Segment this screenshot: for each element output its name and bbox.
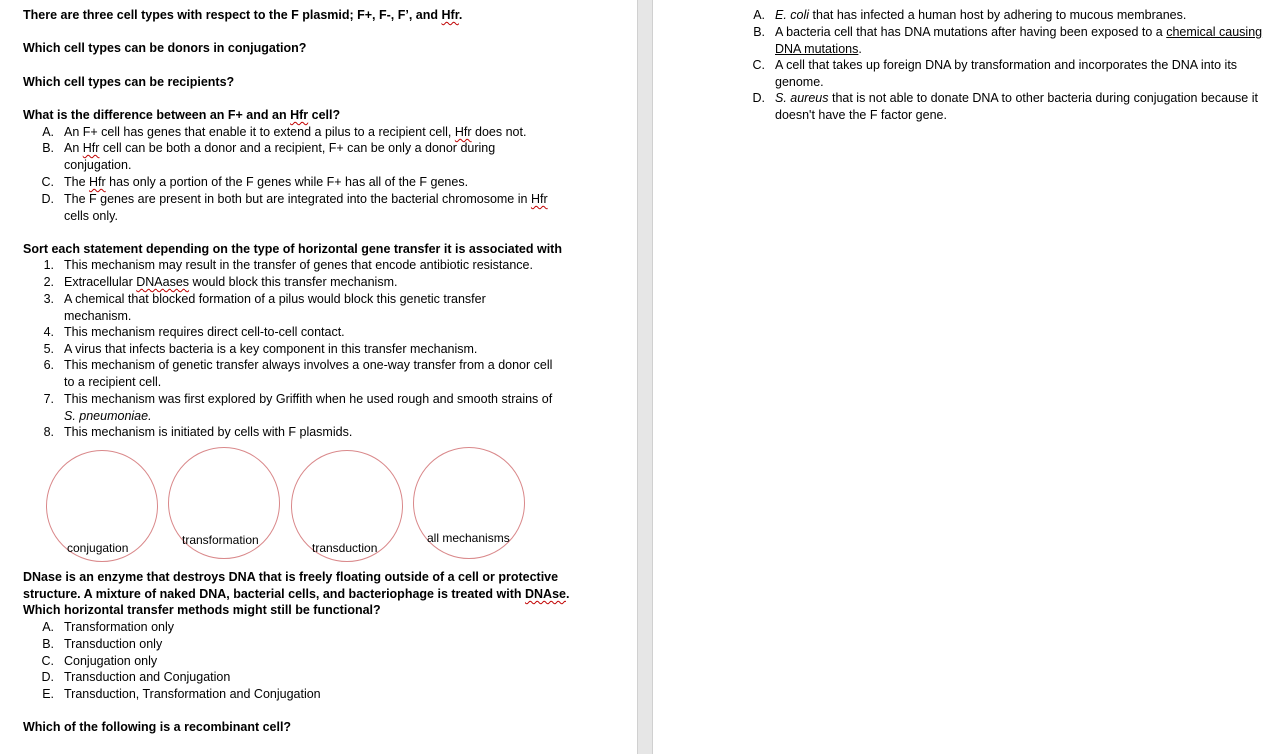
- recomb-option-b-cont: DNA mutations.: [775, 42, 862, 56]
- question-cell-types: There are three cell types with respect to the F plasmid; F+, F-, F’, and Hfr.: [23, 8, 463, 22]
- statement-3-cont: mechanism.: [64, 309, 132, 323]
- label-transformation: transformation: [182, 533, 259, 547]
- statement-6-cont: to a recipient cell.: [64, 375, 162, 389]
- label-conjugation: conjugation: [67, 541, 129, 555]
- chemical-causing-link[interactable]: chemical causing: [1166, 25, 1263, 39]
- recomb-option-d-cont: doesn't have the F factor gene.: [775, 108, 947, 122]
- dnase-question-line1: DNase is an enzyme that destroys DNA that is freely floating outside of a cell or protective: [23, 570, 559, 584]
- option-d-cont: cells only.: [64, 209, 118, 223]
- label-transduction: transduction: [312, 541, 378, 555]
- document-page-right[interactable]: A. E. coli that has infected a human host by adhering to mucous membranes. B. A bacteria cell that has DNA mutations after having been exposed to a chemical causing DNA mutations. C. A cell that takes up foreign DNA by transformation and incorporates the DNA into its genome. D. S. aureus that is not able to donate DNA to other bacteria during conjugation because it doesn't have the F factor gene.: [653, 0, 1283, 754]
- dnase-question-line2: structure. A mixture of naked DNA, bacterial cells, and bacteriophage is treated with DNAse.: [23, 587, 570, 601]
- dnase-question-line3: Which horizontal transfer methods might still be functional?: [23, 603, 381, 617]
- sort-title: Sort each statement depending on the type of horizontal gene transfer it is associated with: [23, 242, 562, 256]
- page-gutter: [637, 0, 653, 754]
- question-recombinant: Which of the following is a recombinant cell?: [23, 720, 292, 734]
- document-page-left[interactable]: There are three cell types with respect to the F plasmid; F+, F-, F’, and Hfr. Which cell types can be donors in conjugation? Which cell types can be recipients? What is the difference between an F+ and an Hfr cell? A. An F+ cell has genes that enable it to extend a pilus to a recipient cell, Hfr does not. B. An Hfr cell can be both a donor and a recipient, F+ can be only a donor during conjugation. C. The Hfr has only a portion of the F genes while F+ has all of the F genes. D. The F genes are present in both but are integrated into the bacterial chromosome in Hfr cells only. Sort each statement depending on the type of horizontal gene transfer it is associated with 1. This mechanism may result in the transfer of genes that encode antibiotic resistance. 2. Extracellular DNAases would block this transfer mechanism. 3. A chemical that blocked formation of a pilus would block this genetic transfer mechanism. 4. This mechanism requires direct cell-to-cell contact. 5. A virus that infects bacteria is a key component in this transfer mechanism. 6. This mechanism of genetic transfer always involves a one-way transfer from a donor cell to a recipient cell. 7. This mechanism was first explored by Griffith when he used rough and smooth strains of S. pneumoniae. 8. This mechanism is initiated by cells with F plasmids. conjugation transformation transduction all mechanisms DNase is an enzyme that destroys DNA that is freely floating outside of a cell or protective structure. A mixture of naked DNA, bacterial cells, and bacteriophage is treated with DNAse. Which horizontal transfer methods might still be functional? A. Transformation only B. Transduction only C. Conjugation only D. Transduction and Conjugation E. Transduction, Transformation and Conjugation Which of the following is a recombinant cell?: [0, 0, 637, 754]
- statement-7-cont: S. pneumoniae.: [64, 409, 152, 423]
- question-recipients: Which cell types can be recipients?: [23, 75, 235, 89]
- label-all-mechanisms: all mechanisms: [427, 531, 510, 545]
- option-b-cont: conjugation.: [64, 158, 132, 172]
- question-donors: Which cell types can be donors in conjugation?: [23, 41, 307, 55]
- question-f-vs-hfr: What is the difference between an F+ and an Hfr cell?: [23, 108, 341, 122]
- recomb-option-c-cont: genome.: [775, 75, 824, 89]
